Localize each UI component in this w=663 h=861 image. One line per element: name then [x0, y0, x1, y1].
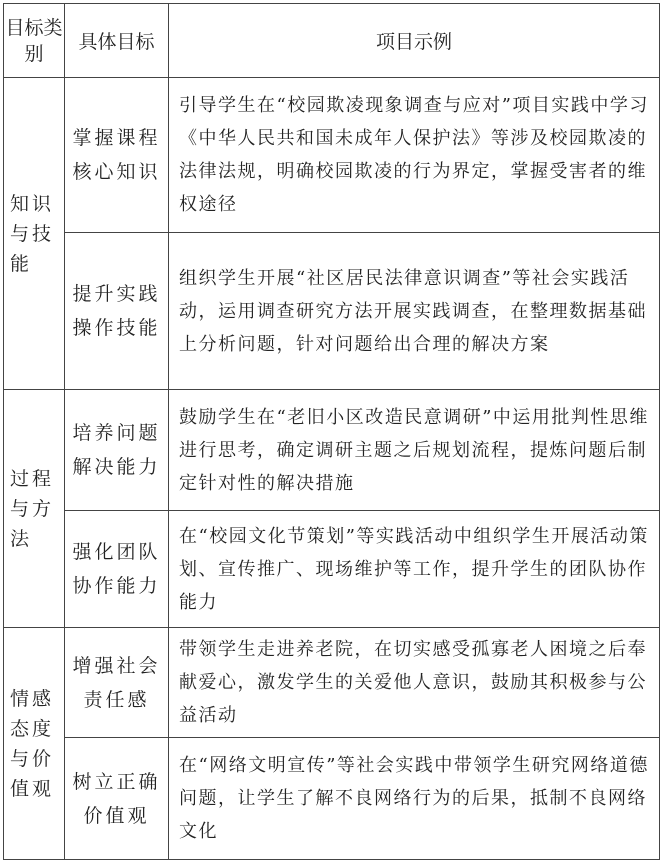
goal-cell: 掌握课程核心知识: [65, 78, 169, 233]
category-emotion-values: 情感态度与价值观: [4, 628, 65, 860]
header-category: 目标类别: [4, 4, 65, 78]
table-row: [4, 78, 660, 233]
example-cell: 引导学生在“校园欺凌现象调查与应对”项目实践中学习《中华人民共和国未成年人保护法》等涉及校园欺凌的法律法规，明确校园欺凌的行为界定，掌握受害者的维权途径: [169, 78, 660, 233]
table-row: [4, 738, 660, 860]
header-goal: 具体目标: [65, 4, 169, 78]
header-example: 项目示例: [169, 4, 660, 78]
goal-cell: 树立正确价值观: [65, 738, 169, 860]
header-row: [4, 4, 660, 78]
goal-cell: 培养问题解决能力: [65, 390, 169, 511]
example-cell: 在“校园文化节策划”等实践活动中组织学生开展活动策划、宣传推广、现场维护等工作，提升学生的团队协作能力: [169, 511, 660, 628]
goal-cell: 强化团队协作能力: [65, 511, 169, 628]
goals-table: [3, 3, 660, 860]
table-row: [4, 511, 660, 628]
example-cell: 鼓励学生在“老旧小区改造民意调研”中运用批判性思维进行思考，确定调研主题之后规划流程，提炼问题后制定针对性的解决措施: [169, 390, 660, 511]
example-cell: 在“网络文明宣传”等社会实践中带领学生研究网络道德问题，让学生了解不良网络行为的后果，抵制不良网络文化: [169, 738, 660, 860]
example-cell: 带领学生走进养老院，在切实感受孤寡老人困境之后奉献爱心，激发学生的关爱他人意识，鼓励其积极参与公益活动: [169, 628, 660, 738]
table-row: [4, 233, 660, 390]
table-row: [4, 628, 660, 738]
table-row: [4, 390, 660, 511]
example-cell: 组织学生开展“社区居民法律意识调查”等社会实践活动，运用调查研究方法开展实践调查，在整理数据基础上分析问题，针对问题给出合理的解决方案: [169, 233, 660, 390]
goal-cell: 提升实践操作技能: [65, 233, 169, 390]
category-knowledge-skills: 知识与技能: [4, 78, 65, 390]
goal-cell: 增强社会责任感: [65, 628, 169, 738]
category-process-method: 过程与方法: [4, 390, 65, 628]
